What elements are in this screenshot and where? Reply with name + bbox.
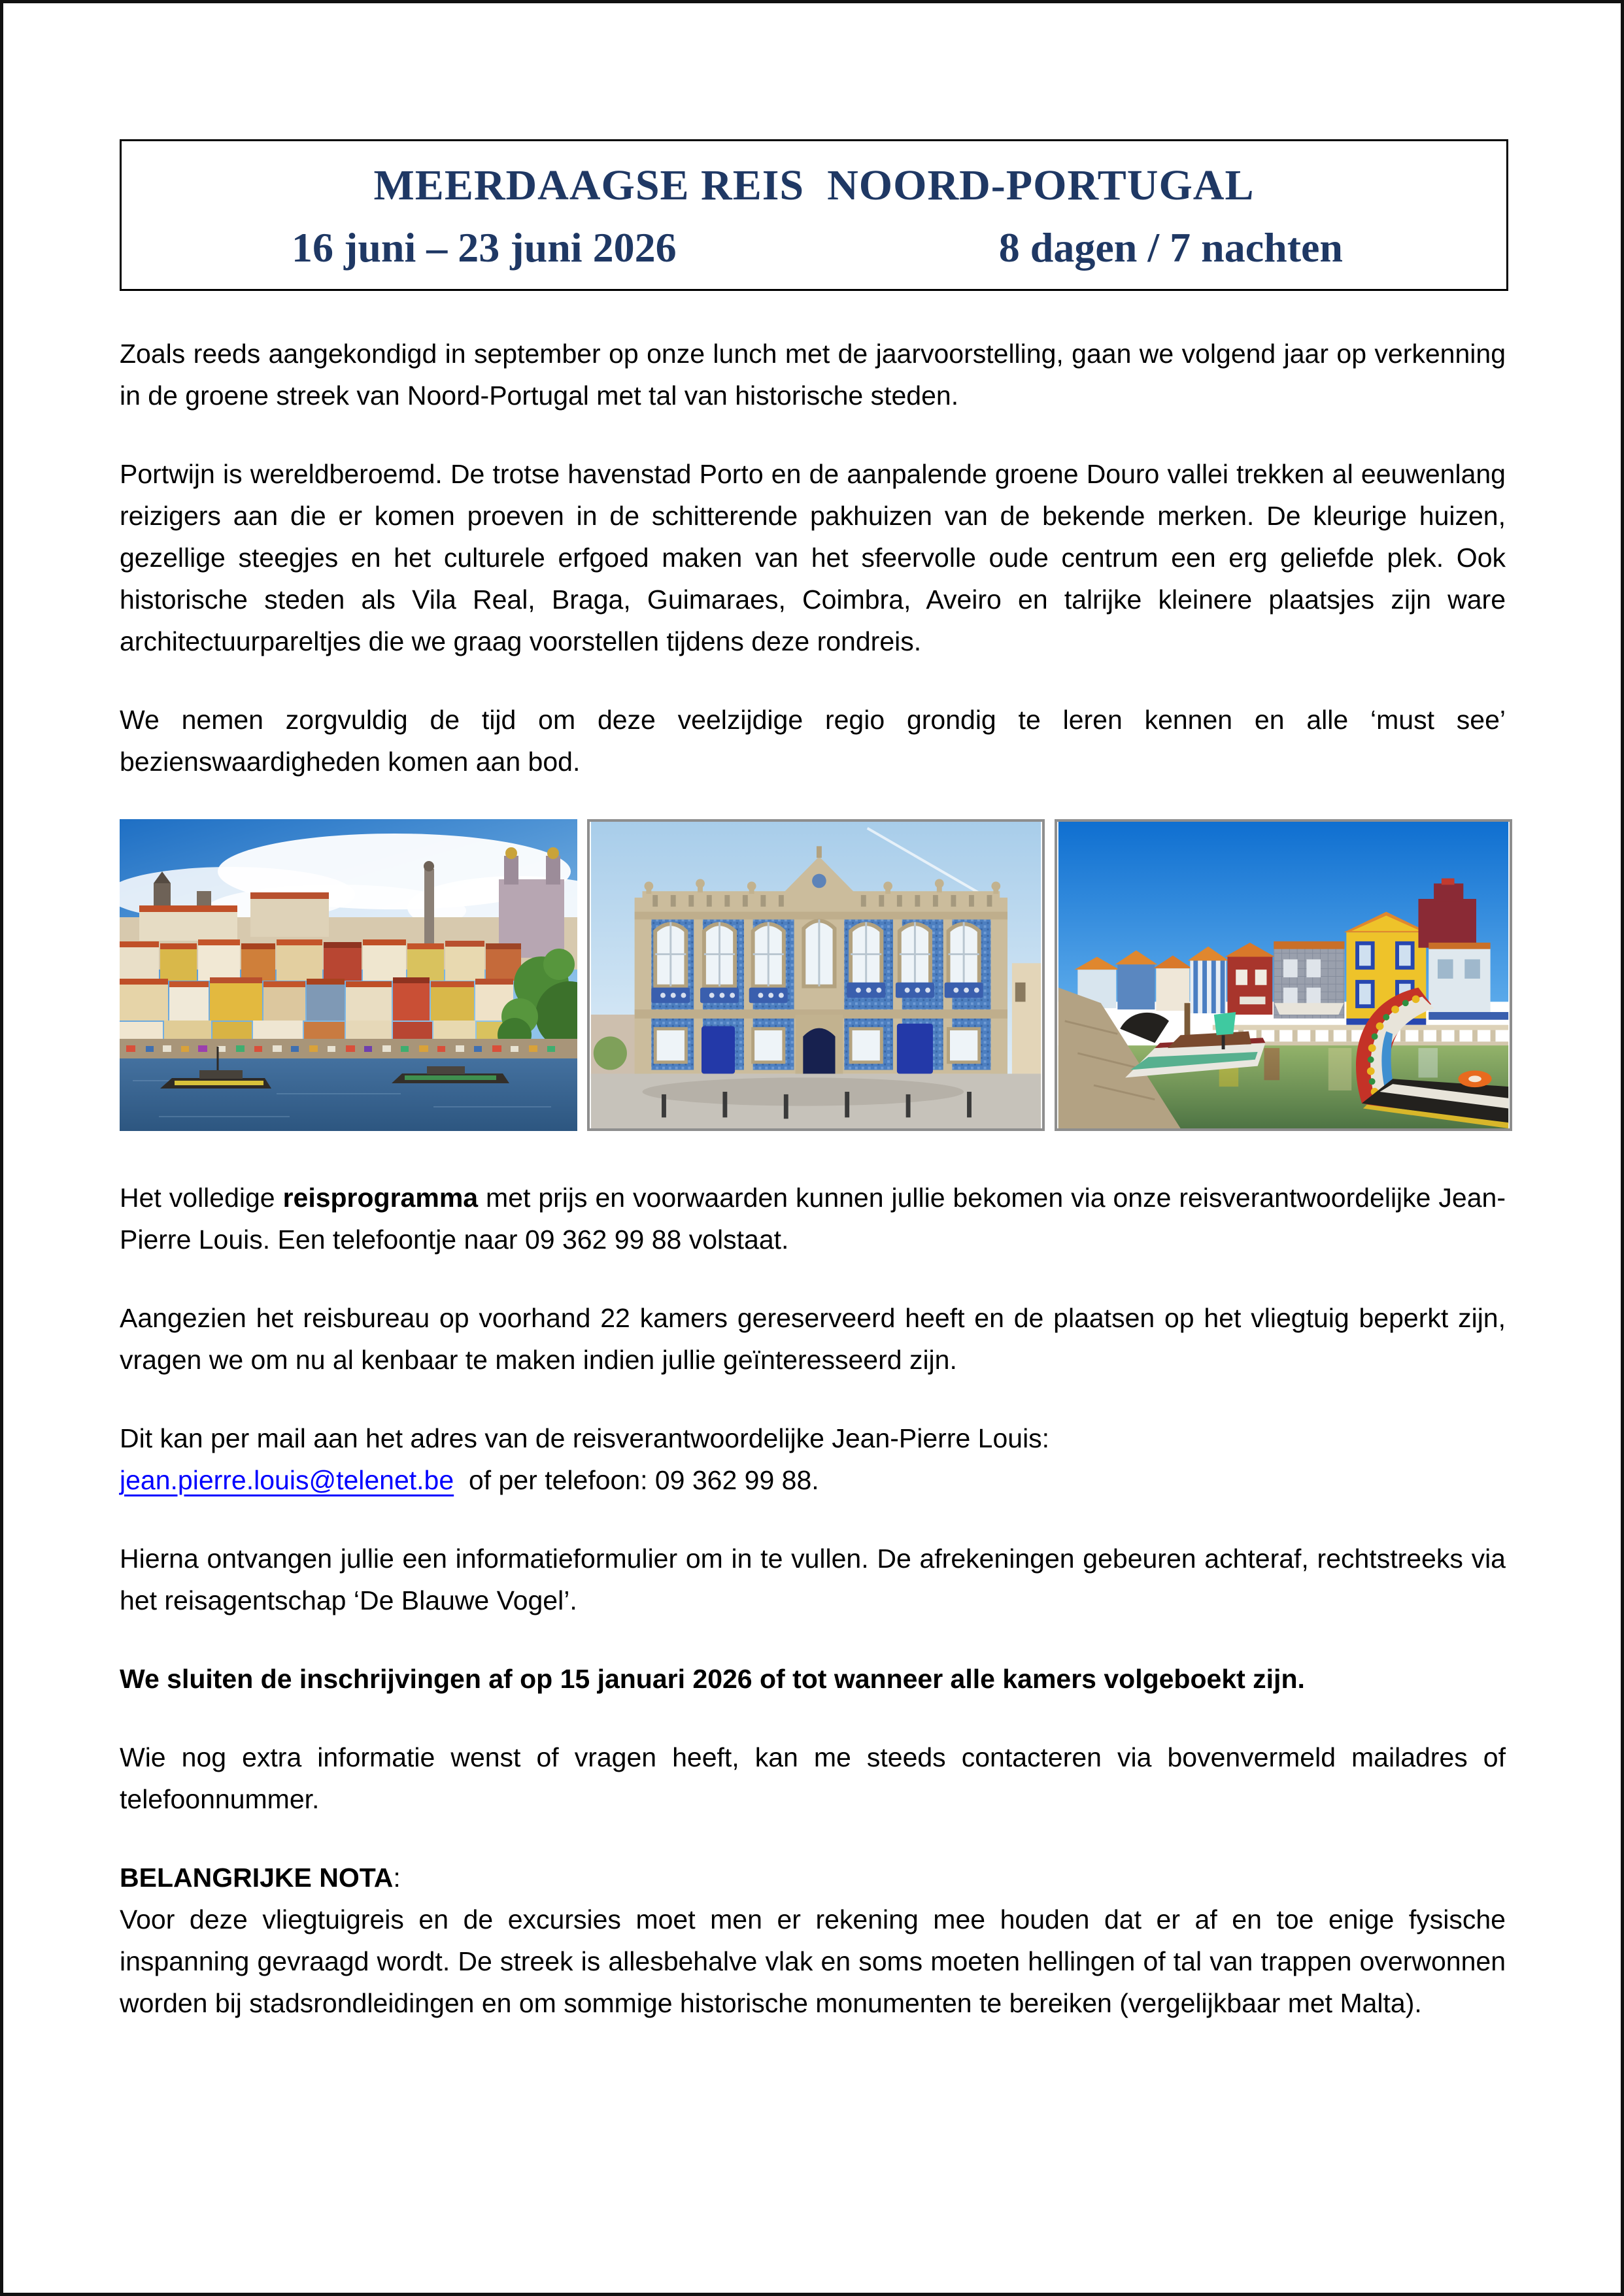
paragraph-must-see: We nemen zorgvuldig de tijd om deze veelzijdige regio grondig te leren kennen en alle ‘must see’ bezienswaardigheden komen aan bod. bbox=[120, 705, 1506, 777]
title-subline bbox=[122, 224, 1506, 272]
photo-porto-riverside bbox=[120, 819, 577, 1131]
paragraph-important-note bbox=[120, 1857, 1506, 2024]
paragraph-extra-info: Wie nog extra informatie wenst of vragen heeft, kan me steeds contacteren via bovenvermeld mailadres of telefoonnummer. bbox=[120, 1742, 1506, 1814]
page-title: MEERDAAGSE REIS NOORD-PORTUGAL bbox=[373, 161, 1255, 209]
p4-post: met prijs en voorwaarden kunnen jullie bekomen via onze reisverantwoordelijke Jean-Pierre Louis. Een telefoontje naar 09 362 99 88 volstaat. bbox=[120, 1183, 1506, 1255]
photo-braga-palace bbox=[587, 819, 1045, 1131]
trip-dates: 16 juni – 23 juni 2026 bbox=[292, 224, 677, 271]
p6-after: of per telefoon: 09 362 99 88. bbox=[454, 1465, 819, 1495]
important-note-body: Voor deze vliegtuigreis en de excursies moet men er rekening mee houden dat er af en toe enige fysische inspanning gevraagd wordt. De streek is allesbehalve vlak en soms moeten hellingen of tal van trappen overwonnen worden bij stadsrondleidingen en om sommige historische monumenten te bereiken (vergelijkbaar met Malta). bbox=[120, 1904, 1506, 2018]
photo-aveiro-canal bbox=[1055, 819, 1512, 1131]
body-content bbox=[120, 333, 1506, 2024]
trip-duration: 8 dagen / 7 nachten bbox=[998, 224, 1343, 271]
important-note-heading: BELANGRIJKE NOTA bbox=[120, 1863, 394, 1893]
braga-illustration bbox=[590, 822, 1042, 1128]
important-note-colon: : bbox=[393, 1863, 401, 1893]
paragraph-contact bbox=[120, 1417, 1506, 1501]
paragraph-deadline: We sluiten de inschrijvingen af op 15 januari 2026 of tot wanneer alle kamers volgeboekt zijn. bbox=[120, 1664, 1305, 1694]
p4-pre: Het volledige bbox=[120, 1183, 283, 1213]
aveiro-illustration bbox=[1057, 822, 1510, 1128]
title-box bbox=[120, 139, 1508, 291]
paragraph-announcement: Zoals reeds aangekondigd in september op onze lunch met de jaarvoorstelling, gaan we volgend jaar op verkenning in de groene streek van Noord-Portugal met tal van historische steden. bbox=[120, 339, 1506, 411]
p6-line1: Dit kan per mail aan het adres van de reisverantwoordelijke Jean-Pierre Louis: bbox=[120, 1423, 1050, 1453]
p4-bold-word: reisprogramma bbox=[282, 1183, 479, 1213]
paragraph-reisprogramma bbox=[120, 1177, 1506, 1260]
paragraph-formulier: Hierna ontvangen jullie een informatieformulier om in te vullen. De afrekeningen gebeuren achteraf, rechtstreeks via het reisagentschap ‘De Blauwe Vogel’. bbox=[120, 1544, 1506, 1615]
photo-row bbox=[120, 819, 1506, 1131]
paragraph-porto-description: Portwijn is wereldberoemd. De trotse havenstad Porto en de aanpalende groene Douro vallei trekken al eeuwenlang reizigers aan die er komen proeven in de schitterende pakhuizen van de bekende merken. De kleurige huizen, gezellige steegjes en het culturele erfgoed maken van het sfeervolle oude centrum een erg geliefde plek. Ook historische steden als Vila Real, Braga, Guimaraes, Coimbra, Aveiro en talrijke kleinere plaatsjes zijn ware architectuurpareltjes die we graag voorstellen tijdens deze rondreis. bbox=[120, 459, 1506, 656]
paragraph-reservation: Aangezien het reisbureau op voorhand 22 kamers gereserveerd heeft en de plaatsen op het vliegtuig beperkt zijn, vragen we om nu al kenbaar te maken indien jullie geïnteresseerd zijn. bbox=[120, 1303, 1506, 1375]
porto-illustration bbox=[120, 819, 577, 1131]
email-link[interactable]: jean.pierre.louis@telenet.be bbox=[120, 1465, 454, 1495]
